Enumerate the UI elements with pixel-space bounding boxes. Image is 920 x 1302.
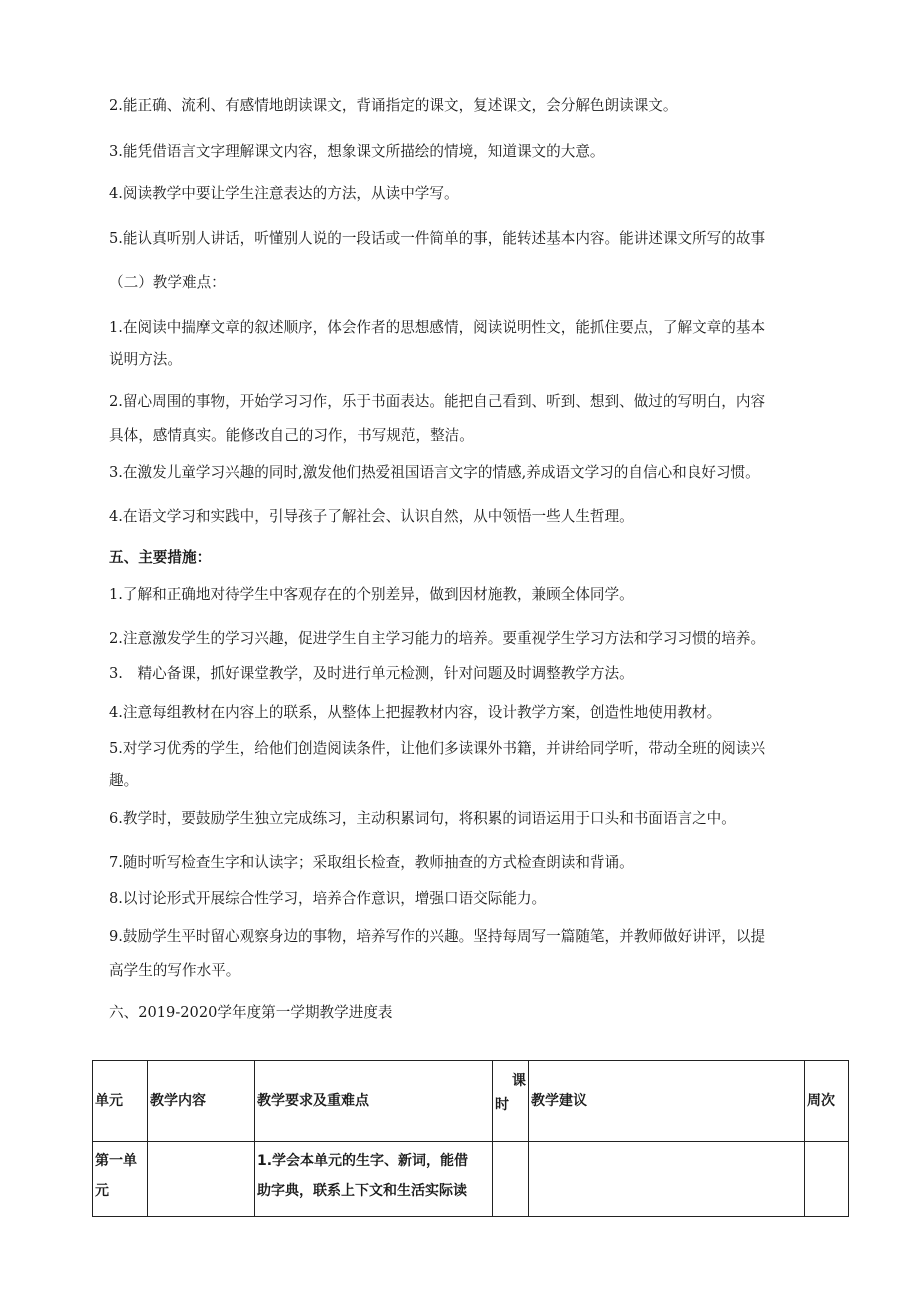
header-requirements: 教学要求及重难点 [255,1061,493,1142]
paragraph-difficulty-2-line2: 具体，感情真实。能修改自己的习作，书写规范，整洁。 [109,427,474,444]
cell-unit-line1: 第一单 [95,1153,137,1169]
paragraph-difficulty-1-line1: 1.在阅读中揣摩文章的叙述顺序，体会作者的思想感情，阅读说明性文，能抓住要点，了解文章的基本 [109,319,766,336]
teaching-progress-table [92,1060,849,1217]
header-hours-top: 课 [512,1073,526,1089]
header-unit: 单元 [93,1061,148,1142]
cell-requirements-line1: 1.学会本单元的生字、新词，能借 [257,1153,469,1169]
paragraph-teaching-goal-4: 4.阅读教学中要让学生注意表达的方法，从读中学写。 [109,185,459,202]
paragraph-difficulty-4: 4.在语文学习和实践中，引导孩子了解社会、认识自然，从中领悟一些人生哲理。 [109,508,634,525]
paragraph-measure-9-line1: 9.鼓励学生平时留心观察身边的事物，培养写作的兴趣。坚持每周写一篇随笔，并教师做好讲评，以提 [109,928,766,945]
table-row [93,1142,849,1217]
paragraph-teaching-goal-2: 2.能正确、流利、有感情地朗读课文，背诵指定的课文，复述课文，会分解色朗读课文。 [109,97,678,114]
cell-week [805,1142,849,1217]
cell-hours [493,1142,529,1217]
table-header-row [93,1061,849,1142]
paragraph-difficulty-3: 3.在激发儿童学习兴趣的同时,激发他们热爱祖国语言文字的情感,养成语文学习的自信心和良好习惯。 [109,464,760,481]
cell-unit-line2: 元 [95,1183,109,1199]
paragraph-measure-1: 1.了解和正确地对待学生中客观存在的个别差异，做到因材施教，兼顾全体同学。 [109,586,634,603]
cell-requirements [255,1142,493,1217]
paragraph-measure-6: 6.教学时，要鼓励学生独立完成练习，主动积累词句，将积累的词语运用于口头和书面语言之中。 [109,810,736,827]
paragraph-measure-5-line1: 5.对学习优秀的学生，给他们创造阅读条件，让他们多读课外书籍，并讲给同学听，带动全班的阅读兴 [109,740,766,757]
cell-suggestions [529,1142,805,1217]
header-hours-bottom: 时 [495,1097,509,1113]
paragraph-measure-3: 3. 精心备课，抓好课堂教学，及时进行单元检测，针对问题及时调整教学方法。 [109,665,634,682]
paragraph-difficulty-2-line1: 2.留心周围的事物，开始学习习作，乐于书面表达。能把自己看到、听到、想到、做过的写明白，内容 [109,393,766,410]
paragraph-measure-4: 4.注意每组教材在内容上的联系，从整体上把握教材内容，设计教学方案，创造性地使用教材。 [109,704,722,721]
paragraph-measure-8: 8.以讨论形式开展综合性学习，培养合作意识，增强口语交际能力。 [109,890,547,907]
header-hours [493,1061,529,1142]
cell-requirements-line2: 助字典，联系上下文和生活实际读 [257,1183,467,1199]
paragraph-measure-7: 7.随时听写检查生字和认读字；采取组长检查，教师抽查的方式检查朗读和背诵。 [109,854,634,871]
paragraph-measure-2: 2.注意激发学生的学习兴趣，促进学生自主学习能力的培养。要重视学生学习方法和学习习惯的培养。 [109,630,766,647]
heading-teaching-difficulties: （二）教学难点： [109,274,226,291]
paragraph-teaching-goal-3: 3.能凭借语言文字理解课文内容，想象课文所描绘的情境，知道课文的大意。 [109,143,605,160]
cell-content [148,1142,255,1217]
paragraph-measure-5-line2: 趣。 [109,772,139,789]
header-content: 教学内容 [148,1061,255,1142]
paragraph-teaching-goal-5: 5.能认真听别人讲话，听懂别人说的一段话或一件简单的事，能转述基本内容。能讲述课文所写的故事 [109,230,766,247]
paragraph-measure-9-line2: 高学生的写作水平。 [109,962,241,979]
heading-progress-table: 六、2019-2020学年度第一学期教学进度表 [109,1004,393,1021]
header-suggestions: 教学建议 [529,1061,805,1142]
heading-main-measures: 五、主要措施： [109,549,212,566]
paragraph-difficulty-1-line2: 说明方法。 [109,351,182,368]
cell-unit [93,1142,148,1217]
header-week: 周次 [805,1061,849,1142]
